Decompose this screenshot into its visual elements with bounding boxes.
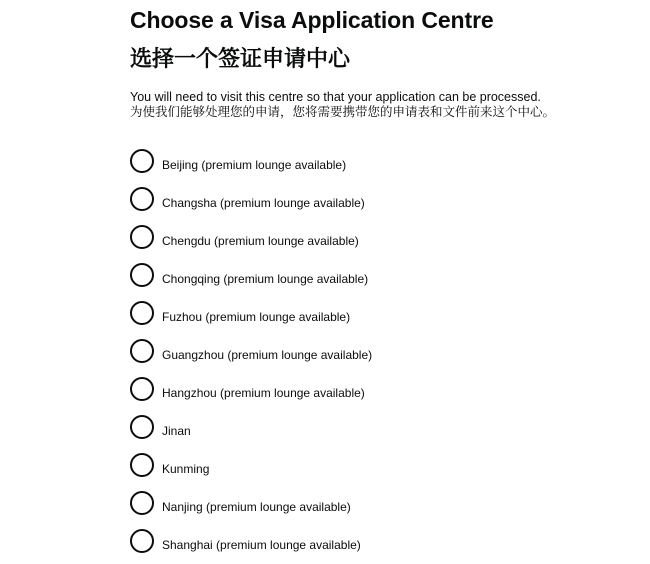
- radio-button[interactable]: [130, 453, 154, 477]
- radio-label: Hangzhou (premium lounge available): [162, 386, 365, 400]
- radio-option-jinan[interactable]: [130, 410, 372, 448]
- radio-option-guangzhou[interactable]: [130, 334, 372, 372]
- radio-label: Shanghai (premium lounge available): [162, 538, 361, 552]
- radio-option-chengdu[interactable]: [130, 220, 372, 258]
- hint-english: You will need to visit this centre so that your application can be processed.: [130, 90, 541, 104]
- radio-label: Beijing (premium lounge available): [162, 158, 347, 172]
- radio-option-chongqing[interactable]: [130, 258, 372, 296]
- radio-label: Jinan: [162, 424, 191, 438]
- radio-label: Kunming: [162, 462, 210, 476]
- radio-option-nanjing[interactable]: [130, 486, 372, 524]
- page-title: Choose a Visa Application Centre: [130, 7, 494, 33]
- radio-option-beijing[interactable]: [130, 144, 372, 182]
- radio-label: Fuzhou (premium lounge available): [162, 310, 351, 324]
- radio-button[interactable]: [130, 415, 154, 439]
- radio-button[interactable]: [130, 339, 154, 363]
- radio-option-fuzhou[interactable]: [130, 296, 372, 334]
- radio-button[interactable]: [130, 263, 154, 287]
- radio-option-shanghai[interactable]: [130, 524, 372, 562]
- visa-centre-form: [130, 0, 630, 120]
- radio-option-changsha[interactable]: [130, 182, 372, 220]
- radio-label: Nanjing (premium lounge available): [162, 500, 351, 514]
- radio-label: Changsha (premium lounge available): [162, 196, 365, 210]
- hint-chinese: 为使我们能够处理您的申请，您将需要携带您的申请表和文件前来这个中心。: [130, 105, 556, 119]
- radio-option-hangzhou[interactable]: [130, 372, 372, 410]
- radio-button[interactable]: [130, 149, 154, 173]
- radio-label: Chongqing (premium lounge available): [162, 272, 369, 286]
- radio-button[interactable]: [130, 301, 154, 325]
- radio-label: Guangzhou (premium lounge available): [162, 348, 373, 362]
- page-title-chinese: 选择一个签证申请中心: [130, 46, 351, 71]
- hint-text: [130, 90, 630, 120]
- radio-button[interactable]: [130, 529, 154, 553]
- radio-label: Chengdu (premium lounge available): [162, 234, 359, 248]
- radio-button[interactable]: [130, 491, 154, 515]
- radio-button[interactable]: [130, 225, 154, 249]
- radio-button[interactable]: [130, 377, 154, 401]
- visa-centre-radio-group: [130, 144, 372, 562]
- radio-option-kunming[interactable]: [130, 448, 372, 486]
- radio-button[interactable]: [130, 187, 154, 211]
